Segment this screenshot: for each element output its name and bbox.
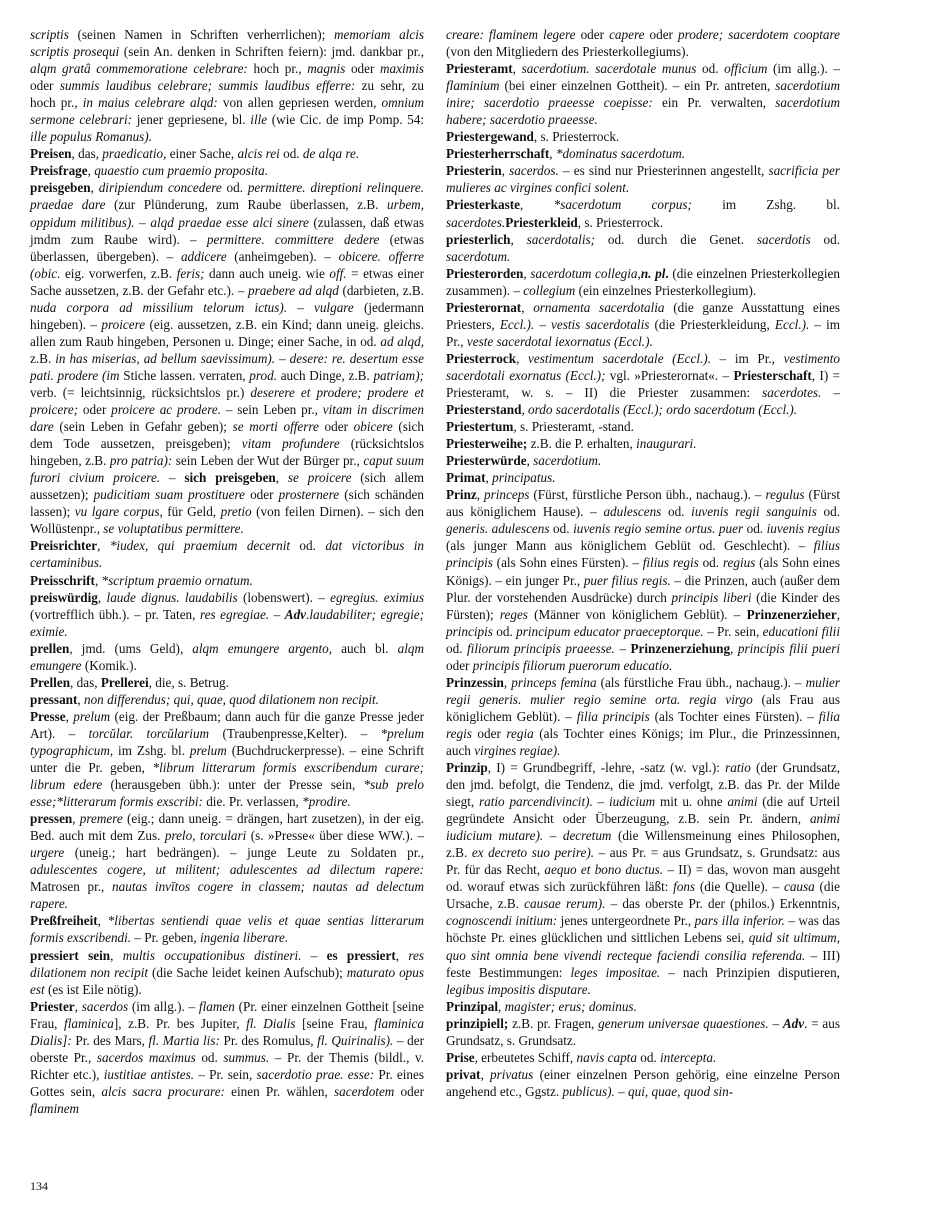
right-column xyxy=(446,26,840,1100)
dictionary-entry: Preisen, das, praedicatio, einer Sache, alcis rei od. de alqa re. xyxy=(30,146,360,162)
dictionary-entry: Priesterrock, vestimentum sacerdotale (Eccl.). – im Pr., vestimento sacerdotali exornatus (Eccl.); vgl. »Priesterornat«. – Priesterschaft, I) = Priesteramt, w. s. – II) die Priester zusammen: sacerdotes. – Priesterstand, ordo sacerdotalis (Eccl.); ordo sacerdotum (Eccl.). xyxy=(446,350,841,418)
left-column xyxy=(30,26,424,1117)
dictionary-entry: Primat, principatus. xyxy=(446,470,556,486)
dictionary-entry: pressen, premere (eig.; dann uneig. = drängen, hart zusetzen), in der eig. Bed. auch mit dem Zus. prelo, torculari (s. »Presse« über diese WW.). – urgere (uneig.; hart bedrängen). – junge Leute zu Soldaten pr., adulescentes cogere, ut militent; adulescentes ad dilectum rapere: Matrosen pr., nautas invītos cogere in classem; nautas ad delectum rapere. xyxy=(30,811,425,912)
dictionary-entry: Prinzessin, princeps femina (als fürstliche Frau übh., nachaug.). – mulier regii generis. mulier regio semine orta. regia virgo (als Frau aus königlichem Geblüt). – filia principis (als Tochter eines Fürsten). – filia regis oder regia (als Tochter eines Königs; im Plur., die Prinzessinnen, auch virgines regiae). xyxy=(446,674,841,758)
dictionary-entry: Presse, prelum (eig. der Preßbaum; dann auch für die ganze Presse jeder Art). – torcŭlar. torcŭlarium (Traubenpresse,Kelter). – *prelum typographicum, im Zshg. bl. prelum (Buchdruckerpresse). – eine Schrift unter die Pr. geben, *librum litterarum formis exscribendum curare; librum edere (herausgeben übh.): unter der Presse sein, *sub prelo esse;*litterarum formis exscribi: die. Pr. verlassen, *prodire. xyxy=(30,708,424,810)
dictionary-entry: Priestertum, s. Priesteramt, -stand. xyxy=(446,419,634,435)
dictionary-entry: pressant, non differendus; qui, quae, quod dilationem non recipit. xyxy=(30,691,379,707)
dictionary-entry: Prinzip, I) = Grundbegriff, -lehre, -satz (w. vgl.): ratio (der Grundsatz, den jmd. befolgt, die Tendenz, die jmd. verfolgt, z.B. das Pr. der Milde siegt, ratio parcendivincit). – iudicium mit u. ohne animi (die auf Urteil gegründete Ansicht oder Überzeugung, z.B. sein Pr. ändern, animi iudicium mutare). – decretum (die Willensmeinung eines Philosophen, z.B. ex decreto suo perire). – aus Pr. = aus Grundsatz, s. Grundsatz: aus Pr. für das Recht, aequo et bono ductus. – II) = das, wovon man ausgeht od. worauf etwas sich zurückführen läßt: fons (die Quelle). – causa (die Ursache, z.B. causae rerum). – das oberste Pr. der (philos.) Erkenntnis, cognoscendi initium: jenes untergeordnete Pr., pars illa inferior. – was das höchste Pr. eines glücklichen und sittlichen Lebens sei, quid sit ultimum, quo sint omnia bene vivendi recteque faciendi consilia referenda. – III) feste Bestimmungen: leges impositae. – nach Prinzipien disputieren, legibus impositis disputare. xyxy=(446,760,841,997)
dictionary-entry: Preisschrift, *scriptum praemio ornatum. xyxy=(30,572,253,588)
dictionary-entry: preiswürdig, laude dignus. laudabilis (lobenswert). – egregius. eximius (vortrefflich übh.). – pr. Taten, res egregiae. – Adv.laudabiliter; egregie; eximie. xyxy=(30,589,424,639)
dictionary-entry: creare: flaminem legere oder capere oder prodere; sacerdotem cooptare (von den Mitgliedern des Priesterkollegiums). xyxy=(446,27,840,60)
dictionary-entry: Preßfreiheit, *libertas sentiendi quae velis et quae sentias litterarum formis exscribendi. – Pr. geben, ingenia liberare. xyxy=(30,913,424,946)
dictionary-entry: Priesterkaste, *sacerdotum corpus; im Zshg. bl. sacerdotes.Priesterkleid, s. Priesterrock. xyxy=(446,197,840,230)
dictionary-entry: Priesteramt, sacerdotium. sacerdotale munus od. officium (im allg.). – flaminium (bei einer einzelnen Gottheit). – ein Pr. antreten, sacerdotium inire; sacerdotio praeesse coepisse: ein Pr. verwalten, sacerdotium habere; sacerdotio praeesse. xyxy=(446,61,841,128)
dictionary-entry: Preisrichter, *iudex, qui praemium decernit od. dat victoribus in certaminibus. xyxy=(30,538,424,571)
dictionary-entry: Priesterweihe; z.B. die P. erhalten, inaugurari. xyxy=(446,436,697,452)
dictionary-entry: privat, privatus (einer einzelnen Person gehörig, eine einzelne Person angehend etc., Ggstz. publicus). – qui, quae, quod sin- xyxy=(446,1066,840,1099)
dictionary-entry: Priesterorden, sacerdotum collegia,n. pl. (die einzelnen Priesterkollegien zusammen). – collegium (ein einzelnes Priesterkollegium). xyxy=(446,265,841,298)
dictionary-entry: preisgeben, diripiendum concedere od. permittere. direptioni relinquere. praedae dare (zur Plünderung, zum Raube überlassen, z.B. urbem, oppidum militibus). – alqd praedae esse alci sinere (zulassen, daß etwas jmdm zum Raube wird). – permittere. committere dedere (etwas überlassen, übergeben). – addicere (anheimgeben). – obicere. offerre (obic. eig. vorwerfen, z.B. feris; dann auch uneig. wie off. = etwas einer Sache aussetzen, z.B. der Gefahr etc.). – praebere ad alqd (darbieten, z.B. nuda corpora ad missilium telorum ictus). – vulgare (jedermann hingeben). – proicere (eig. aussetzen, z.B. ein Kind; dann uneig. gleichs. allen zum Raub hingeben, Personen u. Dinge; einer Sache, in od. ad alqd, z.B. in has miserias, ad bellum saevissimum). – desere: re. desertum esse pati. prodere (im Stiche lassen. verraten, prod. auch Dinge, z.B. patriam); verb. (= leichtsinnig, rücksichtslos pr.) deserere et prodere; prodere et proicere; oder proicere ac prodere. – sein Leben pr., vitam in discrimen dare (sein Leben in Gefahr geben); se morti offerre oder obicere (sich dem Tode aussetzen, preisgeben); vitam profundere (rücksichtslos hingeben, z.B. pro patria): sein Leben der Wut der Bürger pr., caput suum furori civium proicere. – sich preisgeben, se proicere (sich allem aussetzen); pudicitiam suam prostituere oder prosternere (sich schänden lassen); vu lgare corpus, für Geld, pretio (von feilen Dirnen). – sich den Wollüstenpr., se voluptatibus permittere. xyxy=(30,180,425,537)
dictionary-entry: Prinz, princeps (Fürst, fürstliche Person übh., nachaug.). – regulus (Fürst aus königlichem Hause). – adulescens od. iuvenis regii sanguinis od. generis. adulescens od. iuvenis regio semine ortus. puer od. iuvenis regius (als junger Mann aus königlichem Geblüt od. Geschlecht). – filius principis (als Sohn eines Fürsten). – filius regis od. regius (als Sohn eines Königs). – ein junger Pr., puer filius regis. – die Prinzen, auch (außer dem Plur. der vorstehenden Ausdrücke) durch principis liberi (die Kinder des Fürsten); reges (Männer von königlichem Geblüt). – Prinzenerzieher, principis od. principum educator praeceptorque. – Pr. sein, educationi filii od. filiorum principis praeesse. – Prinzenerziehung, principis filii pueri oder principis filiorum puerorum educatio. xyxy=(446,487,841,673)
page-number: 134 xyxy=(30,1179,48,1193)
dictionary-entry: Prise, erbeutetes Schiff, navis capta od. intercepta. xyxy=(446,1049,717,1065)
dictionary-entry: Priesterin, sacerdos. – es sind nur Priesterinnen angestellt, sacrificia per mulieres ac virgines confici solent. xyxy=(446,163,840,196)
dictionary-entry: Priesterwürde, sacerdotium. xyxy=(446,453,602,469)
dictionary-entry: Priester, sacerdos (im allg.). – flamen (Pr. einer einzelnen Gottheit [seine Frau, flaminica], z.B. Pr. bes Jupiter, fl. Dialis [seine Frau, flaminica Dialis]: Pr. des Mars, fl. Martia lis: Pr. des Romulus, fl. Quirinalis). – der oberste Pr., sacerdos maximus od. summus. – Pr. der Themis (bildl., v. Richter etc.), iustitiae antistes. – Pr. sein, sacerdotio prae. esse: Pr. eines Gottes sein, alcis sacra procurare: einen Pr. wählen, sacerdotem oder flaminem xyxy=(30,998,425,1116)
dictionary-entry: Prinzipal, magister; erus; dominus. xyxy=(446,998,637,1014)
dictionary-entry: Preisfrage, quaestio cum praemio proposita. xyxy=(30,163,269,179)
dictionary-entry: Priesterherrschaft, *dominatus sacerdotum. xyxy=(446,146,686,162)
dictionary-entry: scriptis (seinen Namen in Schriften verherrlichen); memoriam alcis scriptis prosequi (sein An. denken in Schriften feiern): jmd. dankbar pr., alqm gratâ commemoratione celebrare: hoch pr., magnis oder maximis oder summis laudibus celebrare; summis laudibus efferre: zu sehr, zu hoch pr., in maius celebrare alqd: von allen gepriesen werden, omnium sermone celebrari: jener gepriesene, bl. ille (wie Cic. de imp Pomp. 54: ille populus Romanus). xyxy=(30,27,424,145)
dictionary-entry: Prellen, das, Prellerei, die, s. Betrug. xyxy=(30,674,229,690)
dictionary-entry: Priestergewand, s. Priesterrock. xyxy=(446,129,620,145)
dictionary-entry: pressiert sein, multis occupationibus distineri. – es pressiert, res dilationem non recipit (die Sache leidet keinen Aufschub); maturato opus est (es ist Eile nötig). xyxy=(30,947,425,997)
dictionary-entry: priesterlich, sacerdotalis; od. durch die Genet. sacerdotis od. sacerdotum. xyxy=(446,231,841,264)
dictionary-entry: Priesterornat, ornamenta sacerdotalia (die ganze Ausstattung eines Priesters, Eccl.). – vestis sacerdotalis (die Priesterkleidung, Eccl.). – im Pr., veste sacerdotal iexornatus (Eccl.). xyxy=(446,299,841,349)
dictionary-entry: prinzipiell; z.B. pr. Fragen, generum universae quaestiones. – Adv. = aus Grundsatz, s. Grundsatz. xyxy=(446,1015,840,1048)
dictionary-entry: prellen, jmd. (ums Geld), alqm emungere argento, auch bl. alqm emungere (Komik.). xyxy=(30,640,425,673)
